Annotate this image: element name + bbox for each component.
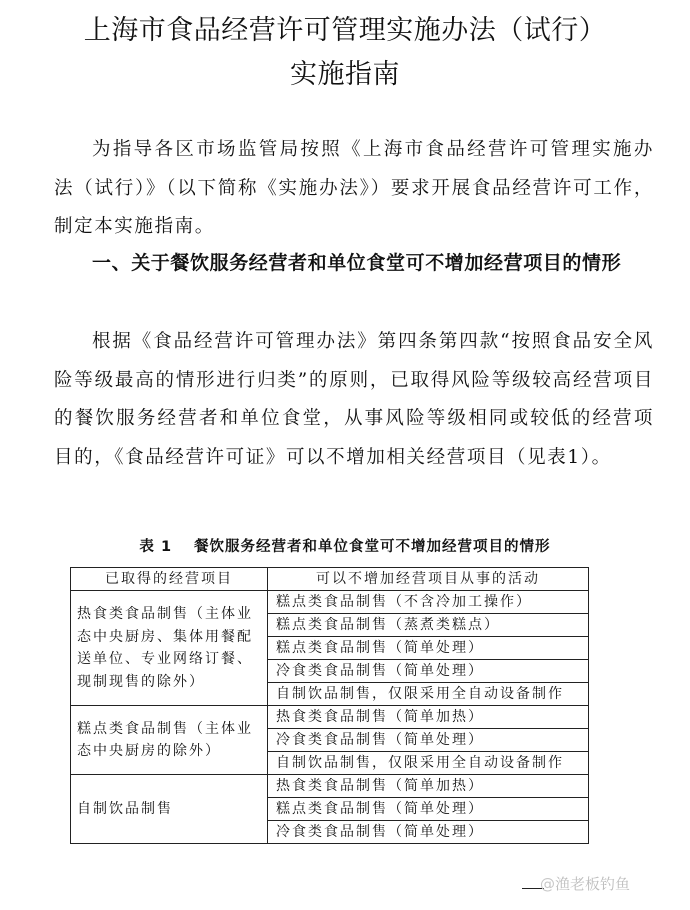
license-items-table <box>70 567 589 844</box>
intro-paragraph: 为指导各区市场监管局按照《上海市食品经营许可管理实施办法（试行）》（以下简称《实施办法》）要求开展食品经营许可工作，制定本实施指南。 <box>54 139 654 237</box>
activity-cell: 冷食类食品制售（简单处理） <box>268 729 589 752</box>
section-heading: 一、关于餐饮服务经营者和单位食堂可不增加经营项目的情形 <box>92 252 622 274</box>
activity-cell: 糕点类食品制售（不含冷加工操作） <box>268 591 589 614</box>
watermark-at-symbol: @ <box>540 875 555 893</box>
table-caption-number: 表 1 <box>139 539 173 555</box>
table-caption <box>0 535 690 556</box>
obtained-item-cell: 糕点类食品制售（主体业态中央厨房的除外） <box>71 706 268 775</box>
section-body-paragraph: 根据《食品经营许可管理办法》第四条第四款“按照食品安全风险等级最高的情形进行归类”的原则，已取得风险等级较高经营项目的餐饮服务经营者和单位食堂，从事风险等级相同或较低的经营项目的，《食品经营许可证》可以不增加相关经营项目（见表1）。 <box>54 331 654 468</box>
activity-cell: 冷食类食品制售（简单处理） <box>268 660 589 683</box>
document-title: 上海市食品经营许可管理实施办法（试行） <box>83 15 607 46</box>
activity-cell: 糕点类食品制售（蒸煮类糕点） <box>268 614 589 637</box>
watermark-text: 渔老板钓鱼 <box>555 875 631 893</box>
activity-cell: 糕点类食品制售（简单处理） <box>268 637 589 660</box>
activity-cell: 自制饮品制售，仅限采用全自动设备制作 <box>268 752 589 775</box>
activity-cell: 冷食类食品制售（简单处理） <box>268 821 589 844</box>
table-row <box>71 775 589 798</box>
table-row <box>71 591 589 614</box>
activity-cell: 热食类食品制售（简单加热） <box>268 706 589 729</box>
activity-cell: 自制饮品制售，仅限采用全自动设备制作 <box>268 683 589 706</box>
document-subtitle: 实施指南 <box>290 59 400 90</box>
activity-cell: 糕点类食品制售（简单处理） <box>268 798 589 821</box>
obtained-item-cell: 热食类食品制售（主体业态中央厨房、集体用餐配送单位、专业网络订餐、现制现售的除外） <box>71 591 268 706</box>
table-header-row <box>71 568 589 591</box>
activity-cell: 热食类食品制售（简单加热） <box>268 775 589 798</box>
table-caption-text: 餐饮服务经营者和单位食堂可不增加经营项目的情形 <box>194 539 551 555</box>
header-obtained-items: 已取得的经营项目 <box>71 568 268 591</box>
obtained-item-cell: 自制饮品制售 <box>71 775 268 844</box>
header-allowed-activities: 可以不增加经营项目从事的活动 <box>268 568 589 591</box>
table-row <box>71 706 589 729</box>
watermark <box>540 873 630 894</box>
